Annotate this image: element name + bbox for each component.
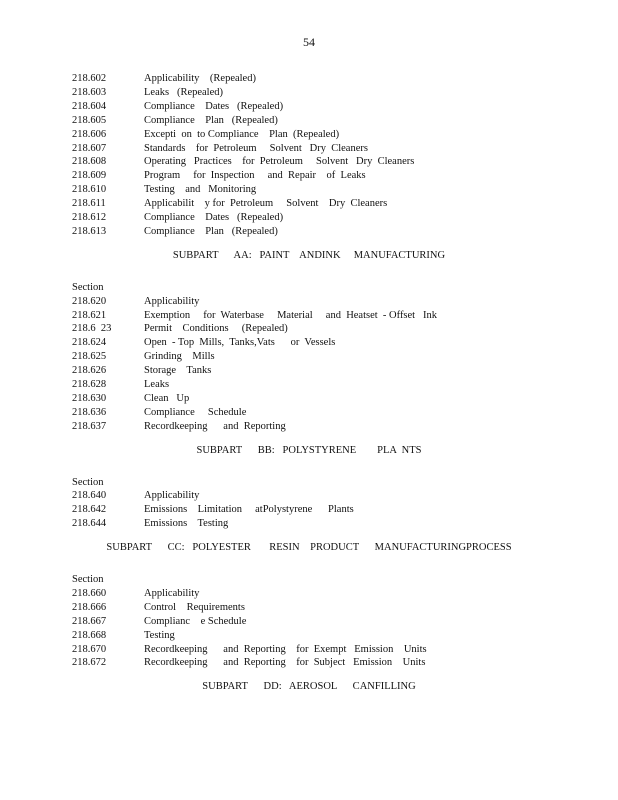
section-label: Section [72, 281, 104, 293]
section-title: Standards for Petroleum Solvent Dry Cleaners [144, 142, 368, 154]
section-number: 218.607 [72, 142, 107, 154]
section-title: Recordkeeping and Reporting for Subject Emission Units [144, 657, 426, 669]
section-title: Exemption for Waterbase Material and Heatset - Offset Ink [144, 309, 437, 321]
section-number: 218.602 [72, 73, 107, 84]
section-number: 218.611 [72, 198, 106, 210]
section-number: 218.603 [72, 86, 107, 98]
section-number: 218.660 [72, 587, 107, 599]
section-number: 218.637 [72, 420, 107, 432]
section-number: 218.640 [72, 490, 107, 502]
section-title: Applicability [144, 295, 200, 307]
page-number: 54 [303, 35, 315, 49]
section-title: Compliance Dates (Repealed) [144, 212, 284, 223]
section-title: Leaks [144, 379, 170, 390]
section-title: Open - Top Mills, Tanks,Vats or Vessels [144, 337, 336, 349]
section-title: Storage Tanks [144, 365, 212, 377]
section-title: Grinding Mills [144, 351, 215, 363]
section-label: Section [72, 476, 104, 488]
section-title: Emissions Testing [144, 518, 229, 530]
section-number: 218.672 [72, 657, 107, 669]
section-number: 218.624 [72, 337, 107, 349]
section-title: Recordkeeping and Reporting [144, 420, 286, 432]
section-title: Operating Practices for Petroleum Solvent Dry Cleaners [144, 156, 415, 168]
section-title: Testing and Monitoring [144, 184, 257, 196]
subpart-heading: SUBPART DD: AEROSOL CANFILLING [202, 681, 416, 693]
section-number: 218.606 [72, 128, 107, 140]
section-title: Recordkeeping and Reporting for Exempt Emission Units [144, 643, 427, 655]
section-number: 218.642 [72, 504, 107, 516]
section-title: Leaks (Repealed) [144, 86, 224, 98]
section-title: Applicability (Repealed) [144, 73, 256, 84]
section-number: 218.667 [72, 615, 107, 627]
section-title: Control Requirements [144, 601, 245, 613]
section-number: 218.636 [72, 406, 107, 418]
section-title: Emissions Limitation atPolystyrene Plants [144, 504, 354, 516]
section-title: Compliance Schedule [144, 406, 247, 418]
section-title: Complianc e Schedule [144, 615, 247, 627]
section-title: Applicabilit y for Petroleum Solvent Dry Cleaners [144, 198, 388, 210]
section-number: 218.670 [72, 643, 107, 655]
section-title: Program for Inspection and Repair of Leaks [144, 170, 366, 182]
section-number: 218.610 [72, 184, 107, 196]
subpart-heading: SUBPART AA: PAINT ANDINK MANUFACTURING [172, 249, 446, 261]
section-title: Permit Conditions (Repealed) [144, 323, 288, 335]
section-number: 218.644 [72, 518, 107, 530]
subpart-heading: SUBPART CC: POLYESTER RESIN PRODUCT MANUFACTURINGPROCESS [106, 542, 512, 554]
section-number: 218.6 23 [72, 323, 112, 335]
section-number: 218.625 [72, 351, 107, 363]
section-number: 218.604 [72, 100, 107, 112]
section-number: 218.668 [72, 629, 107, 641]
section-title: Clean Up [144, 392, 190, 404]
section-title: Compliance Plan (Repealed) [144, 114, 278, 126]
section-number: 218.612 [72, 212, 107, 223]
section-number: 218.608 [72, 156, 107, 168]
section-number: 218.620 [72, 295, 107, 307]
section-title: Compliance Plan (Repealed) [144, 225, 278, 237]
section-number: 218.630 [72, 392, 107, 404]
section-title: Testing [144, 629, 175, 641]
section-number: 218.609 [72, 170, 107, 182]
subpart-heading: SUBPART BB: POLYSTYRENE PLA NTS [196, 444, 422, 456]
section-number: 218.626 [72, 365, 107, 377]
section-title: Applicability [144, 490, 200, 502]
section-number: 218.666 [72, 601, 107, 613]
section-title: Excepti on to Compliance Plan (Repealed) [144, 128, 340, 140]
section-number: 218.605 [72, 114, 107, 126]
section-number: 218.628 [72, 379, 107, 390]
section-number: 218.621 [72, 309, 107, 321]
section-title: Applicability [144, 587, 200, 599]
section-title: Compliance Dates (Repealed) [144, 100, 284, 112]
section-label: Section [72, 574, 104, 585]
section-number: 218.613 [72, 225, 107, 237]
